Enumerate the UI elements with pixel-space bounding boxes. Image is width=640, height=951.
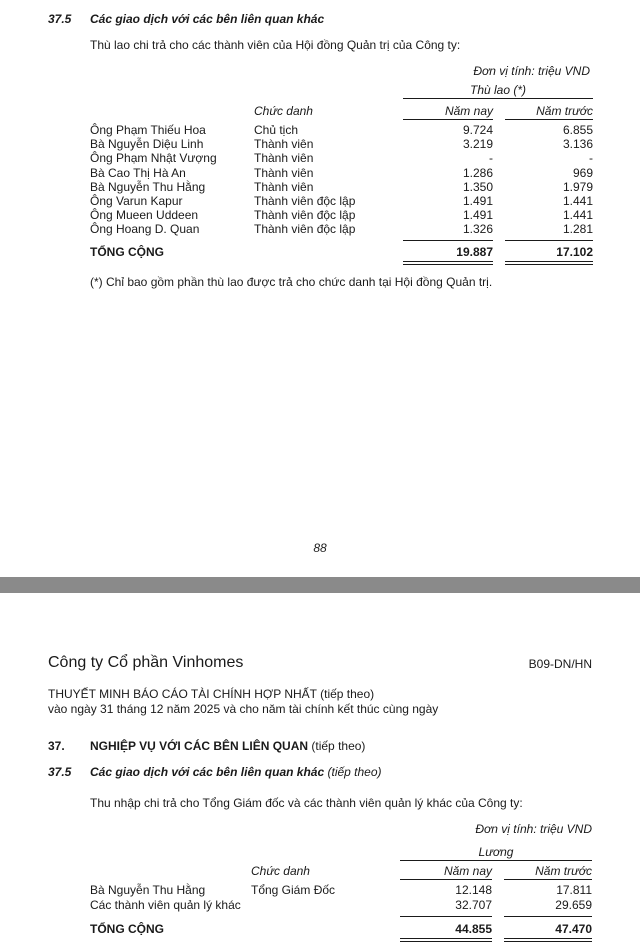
heading-title-text: NGHIỆP VỤ VỚI CÁC BÊN LIÊN QUAN <box>90 739 309 753</box>
row-this-year: 1.491 <box>462 194 493 208</box>
form-code: B09-DN/HN <box>528 657 592 671</box>
row-name: Bà Cao Thị Hà An <box>90 165 186 180</box>
row-last-year: 1.281 <box>562 222 593 237</box>
col-last-year-header: Năm trước <box>536 104 593 118</box>
company-name: Công ty Cổ phần Vinhomes <box>48 654 244 671</box>
intro-text: Thu nhập chi trả cho Tổng Giám đốc và các thành viên quản lý khác của Công ty: <box>90 796 523 810</box>
row-name: Các thành viên quản lý khác <box>90 898 241 912</box>
row-name: Ông Mueen Uddeen <box>90 208 199 223</box>
row-last-year: 969 <box>572 165 593 180</box>
page-number: 88 <box>313 541 327 555</box>
total-this-year: 19.887 <box>456 245 493 259</box>
intro-text: Thù lao chi trả cho các thành viên của Hội đồng Quản trị của Công ty: <box>90 38 461 52</box>
row-this-year: 12.148 <box>455 883 492 897</box>
total-label: TỔNG CỘNG <box>90 922 164 936</box>
row-role: Thành viên <box>254 165 314 180</box>
heading-number: 37. <box>48 739 65 753</box>
notes-title-text: THUYẾT MINH BÁO CÁO TÀI CHÍNH HỢP NHẤT <box>48 687 317 701</box>
heading-title <box>90 739 365 753</box>
unit-label: Đơn vị tính: triệu VND <box>475 822 592 836</box>
row-name: Bà Nguyễn Thu Hằng <box>90 179 206 194</box>
row-name: Bà Nguyễn Diệu Linh <box>90 137 204 152</box>
total-rule <box>505 240 593 241</box>
section-title-suffix: (tiếp theo) <box>327 765 382 779</box>
col-this-year-header: Năm nay <box>443 864 492 878</box>
total-double-rule <box>504 938 592 942</box>
total-this-year: 44.855 <box>455 922 492 936</box>
total-last-year: 47.470 <box>555 922 592 936</box>
row-this-year: 1.350 <box>462 179 493 194</box>
footnote: (*) Chỉ bao gồm phần thù lao được trả cho chức danh tại Hội đồng Quản trị. <box>90 275 493 289</box>
row-last-year: 1.441 <box>562 208 593 223</box>
row-role: Thành viên <box>254 179 314 194</box>
row-name: Bà Nguyễn Thu Hằng <box>90 883 206 897</box>
row-this-year: 9.724 <box>462 123 493 137</box>
unit-label: Đơn vị tính: triệu VND <box>473 64 590 78</box>
row-this-year: 32.707 <box>455 898 492 912</box>
header-rule <box>400 860 592 861</box>
col-role-header: Chức danh <box>254 104 313 118</box>
col-rule <box>400 879 492 880</box>
section-title-text: Các giao dịch với các bên liên quan khác <box>90 765 325 779</box>
col-rule <box>504 879 592 880</box>
section-number: 37.5 <box>48 12 72 26</box>
row-this-year: 1.326 <box>462 222 493 237</box>
notes-title <box>48 687 374 701</box>
row-last-year: - <box>589 151 593 166</box>
total-double-rule <box>505 261 593 265</box>
total-rule <box>403 240 493 241</box>
total-label: TỔNG CỘNG <box>90 245 164 259</box>
row-role: Thành viên <box>254 151 314 166</box>
row-role: Thành viên độc lập <box>254 194 356 208</box>
col-rule <box>505 119 593 120</box>
row-last-year: 1.979 <box>562 179 593 194</box>
section-title <box>90 765 382 779</box>
row-name: Ông Phạm Nhật Vượng <box>90 151 217 166</box>
row-name: Ông Varun Kapur <box>90 194 183 208</box>
row-this-year: 3.219 <box>462 137 493 152</box>
row-this-year: - <box>489 151 493 166</box>
row-last-year: 1.441 <box>562 194 593 208</box>
total-last-year: 17.102 <box>556 245 593 259</box>
row-this-year: 1.491 <box>462 208 493 223</box>
row-last-year: 3.136 <box>562 137 593 152</box>
row-last-year: 17.811 <box>556 883 592 897</box>
section-number: 37.5 <box>48 765 72 779</box>
salary-header: Lương <box>478 845 514 859</box>
col-this-year-header: Năm nay <box>444 104 493 118</box>
row-role: Thành viên <box>254 137 314 152</box>
col-rule <box>403 119 493 120</box>
row-name: Ông Phạm Thiếu Hoa <box>90 123 206 137</box>
row-this-year: 1.286 <box>462 165 493 180</box>
col-last-year-header: Năm trước <box>535 864 592 878</box>
notes-title-suffix: (tiếp theo) <box>320 687 375 701</box>
remuneration-header: Thù lao (*) <box>469 83 527 97</box>
section-title: Các giao dịch với các bên liên quan khác <box>90 12 325 26</box>
heading-title-suffix: (tiếp theo) <box>311 739 366 753</box>
header-rule <box>403 98 593 99</box>
row-role: Chủ tịch <box>254 123 299 137</box>
page-separator <box>0 577 640 593</box>
total-double-rule <box>400 938 492 942</box>
row-last-year: 29.659 <box>555 898 592 912</box>
total-rule <box>504 916 592 917</box>
page-89 <box>0 593 640 951</box>
row-role: Thành viên độc lập <box>254 222 356 237</box>
row-role: Tổng Giám Đốc <box>251 883 336 897</box>
row-name: Ông Hoang D. Quan <box>90 222 200 237</box>
row-last-year: 6.855 <box>562 123 593 137</box>
col-role-header: Chức danh <box>251 864 310 878</box>
total-double-rule <box>403 261 493 265</box>
period-text: vào ngày 31 tháng 12 năm 2025 và cho năm tài chính kết thúc cùng ngày <box>48 702 439 716</box>
total-rule <box>400 916 492 917</box>
row-role: Thành viên độc lập <box>254 208 356 223</box>
